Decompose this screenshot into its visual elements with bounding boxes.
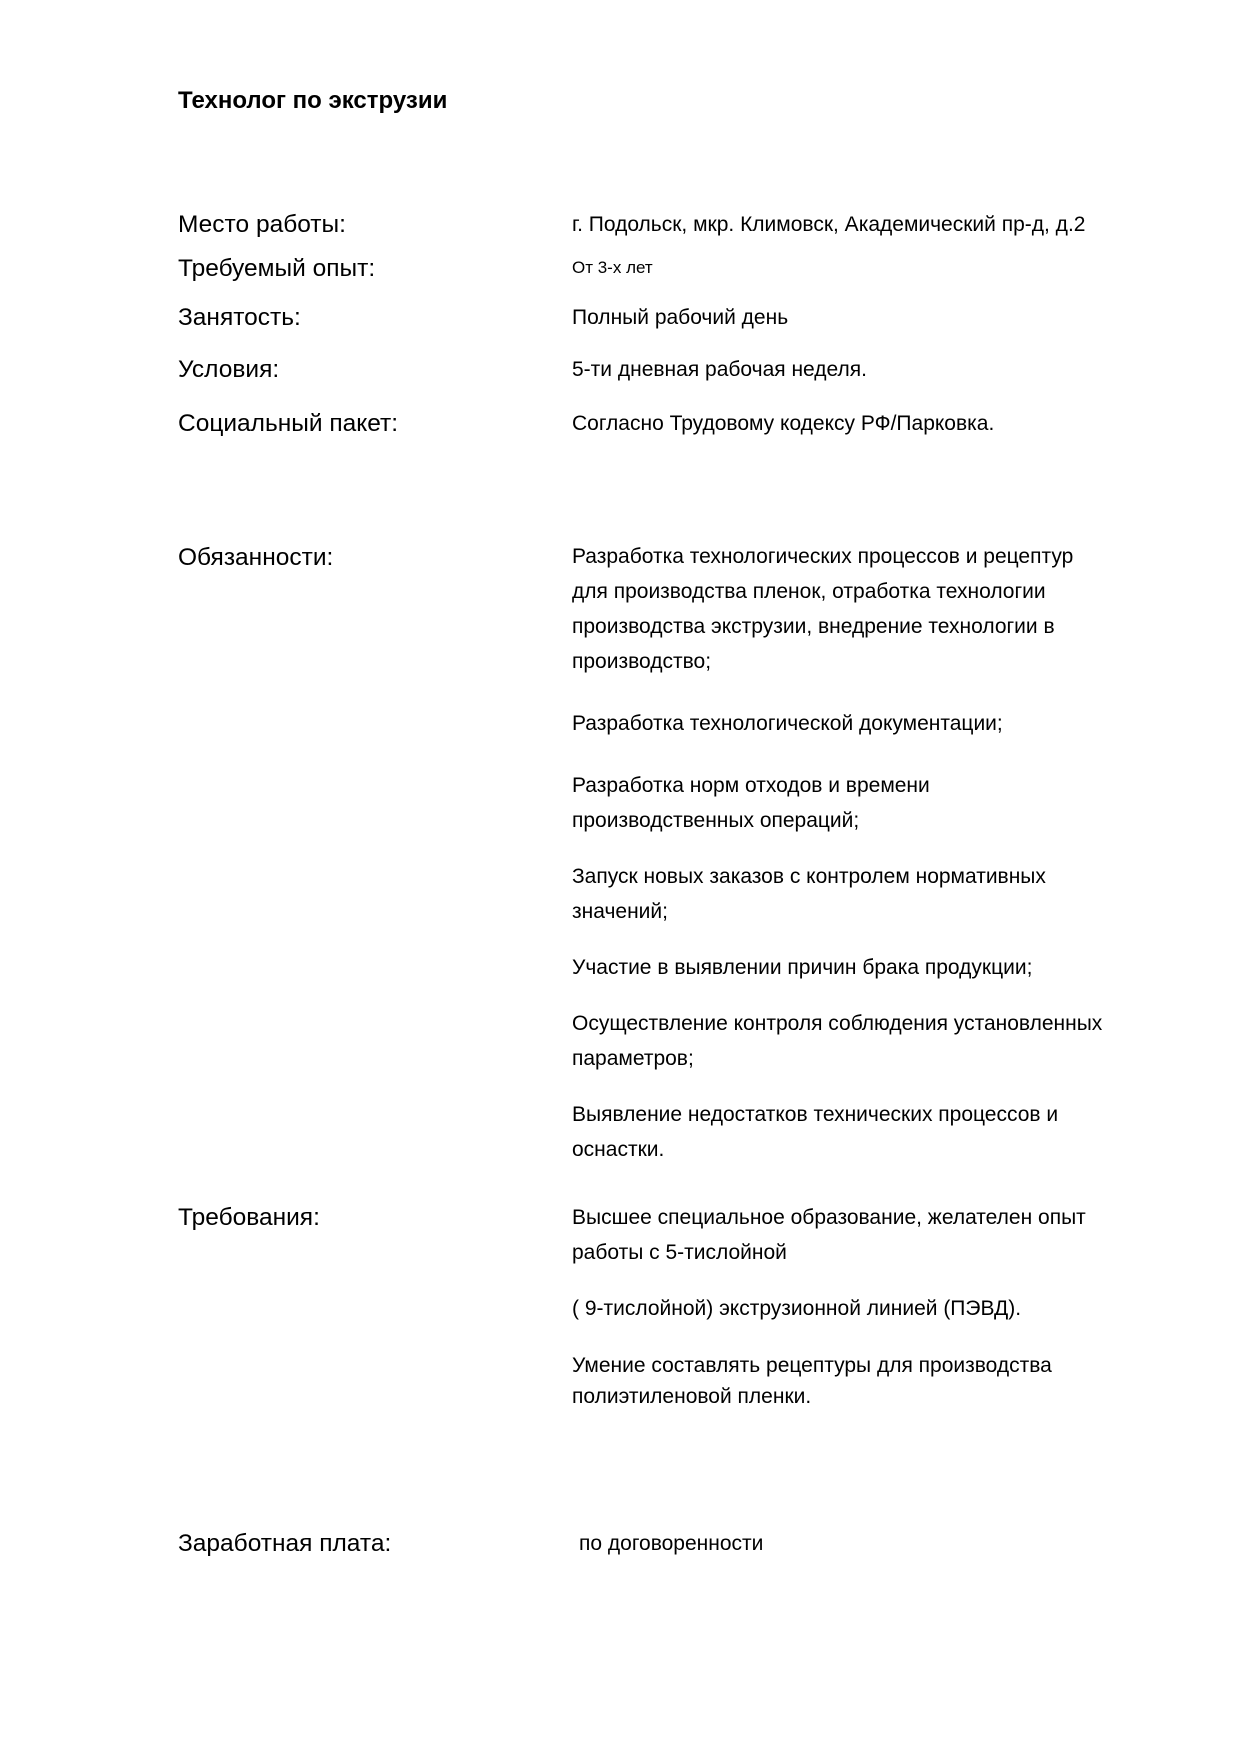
social-label: Социальный пакет:	[178, 410, 399, 437]
duty-item: Разработка норм отходов и времени производственных операций;	[572, 774, 930, 832]
duties-label: Обязанности:	[178, 544, 334, 571]
salary-label: Заработная плата:	[178, 1530, 392, 1557]
duty-item: Выявление недостатков технических процессов и оснастки.	[572, 1103, 1059, 1161]
page-title: Технолог по экструзии	[178, 87, 448, 114]
salary-value: по договоренности	[579, 1532, 764, 1555]
experience-value: От 3-х лет	[572, 258, 653, 277]
location-label: Место работы:	[178, 211, 346, 238]
conditions-value: 5-ти дневная рабочая неделя.	[572, 358, 867, 381]
experience-label: Требуемый опыт:	[178, 255, 376, 282]
conditions-label: Условия:	[178, 356, 280, 383]
employment-value: Полный рабочий день	[572, 306, 789, 329]
requirement-item: Умение составлять рецептуры для производства полиэтиленовой пленки.	[572, 1354, 1052, 1408]
requirement-item: Высшее специальное образование, желателен опыт работы с 5-тислойной	[572, 1206, 1086, 1264]
duty-item: Запуск новых заказов с контролем нормативных значений;	[572, 865, 1046, 923]
requirements-label: Требования:	[178, 1204, 320, 1231]
location-value: г. Подольск, мкр. Климовск, Академический пр-д, д.2	[572, 213, 1086, 236]
duty-item: Разработка технологических процессов и рецептур для производства пленок, отработка технологии производства экструзии, внедрение технологии в производство;	[572, 545, 1074, 673]
duty-item: Осуществление контроля соблюдения установленных параметров;	[572, 1012, 1103, 1070]
requirement-item: ( 9-тислойной) экструзионной линией (ПЭВД).	[572, 1297, 1022, 1320]
social-value: Согласно Трудовому кодексу РФ/Парковка.	[572, 412, 995, 435]
employment-label: Занятость:	[178, 304, 301, 331]
duty-item: Разработка технологической документации;	[572, 712, 1003, 735]
duty-item: Участие в выявлении причин брака продукции;	[572, 956, 1033, 979]
